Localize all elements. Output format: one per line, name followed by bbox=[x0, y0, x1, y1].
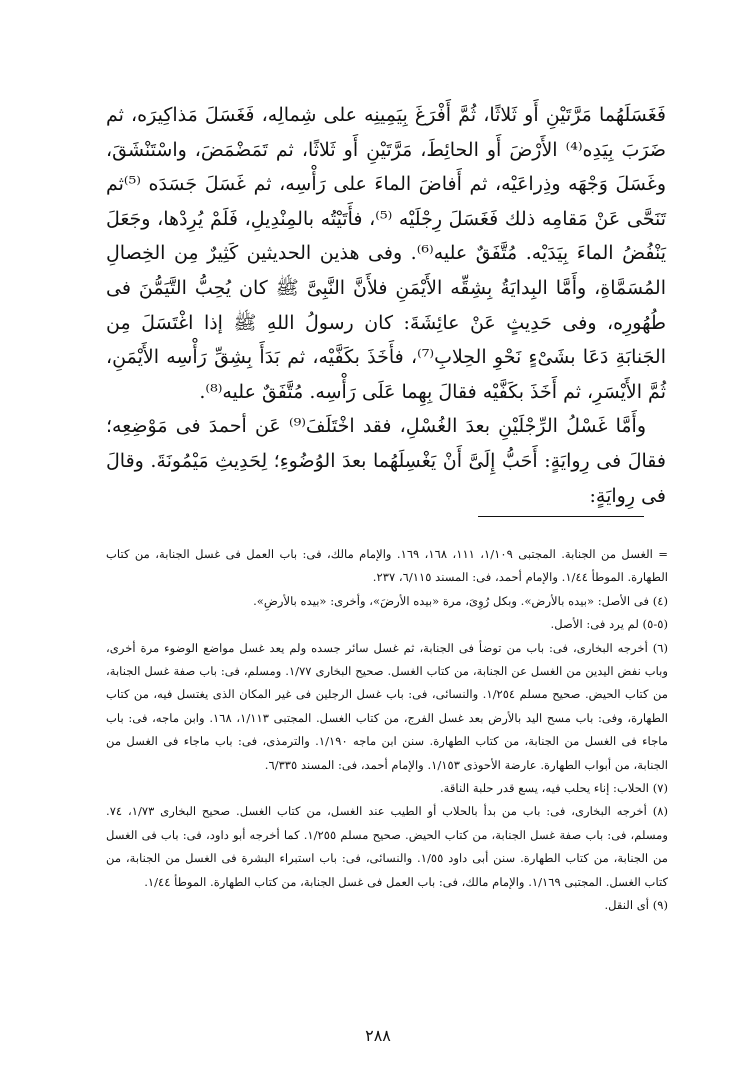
footnote-7: (٧) الحلاب: إناء يحلب فيه، يسع قدر حلبة الناقة. bbox=[439, 781, 668, 796]
footnote-9: (٩) أى النقل. bbox=[604, 898, 668, 913]
footnote-continuation: = الغسل من الجنابة. المجتبى ١/١٠٩، ١١١، ١٦٨، ١٦٩. والإمام مالك، فى: باب العمل فى غسل الجنابة، من كتاب الطهارة. الموطأ ١/٤٤. والإمام أحمد، فى: المسند ٦/١١٥، ٢٣٧. bbox=[106, 547, 668, 585]
main-text bbox=[106, 98, 666, 513]
footnotes bbox=[106, 543, 668, 918]
footnote-6: (٦) أخرجه البخارى، فى: باب من توضأ فى الجنابة، ثم غسل سائر جسده ولم يعد غسل مواضع الوضوء مرة أخرى، وباب نفض اليدين من الغسل عن الجنابة، من كتاب الغسل. صحيح البخارى ١/٧٧. ومسلم، فى: باب صفة غسل الجنابة، من كتاب الحيض. صحيح مسلم ١/٢٥٤. والنسائى، فى: باب غسل الرجلين فى غير المكان الذى يغتسل فيه، من كتاب الطهارة، وفى: باب مسح اليد بالأرض بعد غسل الفرج، من كتاب الغسل. المجتبى ١/١١٣، ١٦٨. وابن ماجه، فى: باب ماجاء فى الغسل من الجنابة، من كتاب الطهارة. سنن ابن ماجه ١/١٩٠. والترمذى، فى: باب ماجاء فى الغسل من الجنابة، من أبواب الطهارة. عارضة الأحوذى ١/١٥٣. والإمام أحمد، فى: المسند ٦/٣٣٥. bbox=[106, 640, 668, 772]
footnote-separator bbox=[478, 516, 644, 517]
footnote-5: (٥-٥) لم يرد فى: الأصل. bbox=[550, 617, 668, 632]
main-paragraph-2: وأَمَّا غَسْلُ الرِّجْلَيْنِ بعدَ الغُسْلِ، فقد اخْتَلَفَ⁽⁹⁾ عَن أحمدَ فى مَوْضِعِه؛ فقالَ فى رِوايَةٍ: أَحَبُّ إِلَىَّ أَنْ يَغْسِلَهُما بعدَ الوُضُوءِ؛ لِحَدِيثِ مَيْمُونَةَ. وقالَ فى رِوايَةٍ: bbox=[106, 415, 666, 507]
main-paragraph-1: فَغَسَلَهُما مَرَّتَيْنِ أَو ثَلاثًا، ثُمَّ أَفْرَغَ بِيَمِينِه على شِمالِه، فَغَسَلَ مَذاكِيرَه، ثم ضَرَبَ بِيَدِه⁽⁴⁾ الأَرْضَ أَو الحائِطَ، مَرَّتَيْنِ أَو ثَلاثًا، ثم تَمَضْمَضَ، واسْتَنْشَقَ، وغَسَلَ وَجْهَه وذِراعَيْه، ثم أَفاضَ الماءَ على رَأْسِه، ثم غَسَلَ جَسَدَه ⁽⁵⁾ثم تَنَحَّى عَنْ مَقامِه ذلك فَغَسَلَ رِجْلَيْه ⁽⁵⁾، فأَتَيْتُه بالمِنْدِيلِ، فَلَمْ يُرِدْها، وجَعَلَ يَنْفُضُ الماءَ بِيَدَيْه. مُتَّفَقٌ عليه⁽⁶⁾. وفى هذين الحديثين كَثِيرٌ مِن الخِصالِ المُسَمَّاةِ، وأَمَّا البِدايَةُ بِشِقِّه الأَيْمَنِ فلأَنَّ النَّبِىَّ ﷺ كان يُحِبُّ التَّيَمُّنَ فى طُهُورِه، وفى حَدِيثٍ عَنْ عائِشَةَ: كان رسولُ اللهِ ﷺ إذا اغْتَسَلَ مِن الجَنابَةِ دَعَا بشَىْءٍ نَحْوِ الحِلابِ⁽⁷⁾، فأَخَذَ بكَفَّيْه، ثم بَدَأَ بِشِقِّ رَأْسِه الأَيْمَنِ، ثُمَّ الأَيْسَرِ، ثم أَخَذَ بكَفَّيْه فقالَ بِهِما عَلَى رَأْسِه. مُتَّفَقٌ عليه⁽⁸⁾. bbox=[106, 104, 667, 403]
footnote-8: (٨) أخرجه البخارى، فى: باب من بدأ بالحلاب أو الطيب عند الغسل، من كتاب الغسل. صحيح البخارى ١/٧٣، ٧٤. ومسلم، فى: باب صفة غسل الجنابة، من كتاب الحيض. صحيح مسلم ١/٢٥٥. كما أخرجه أبو داود، فى: باب فى الغسل من الجنابة، من كتاب الطهارة. سنن أبى داود ١/٥٥. والنسائى، فى: باب استبراء البشرة فى الغسل من الجنابة، من كتاب الغسل. المجتبى ١/١٦٩. والإمام مالك، فى: باب العمل فى غسل الجنابة، من كتاب الطهارة. الموطأ ١/٤٤. bbox=[106, 804, 669, 889]
page-number: ٢٨٨ bbox=[365, 1026, 391, 1045]
footnote-4: (٤) فى الأصل: «بيده بالأرض». وبكل رُوِىَ، مرة «بيده الأرضَ»، وأخرى: «بيده بالأرضِ». bbox=[253, 593, 668, 608]
